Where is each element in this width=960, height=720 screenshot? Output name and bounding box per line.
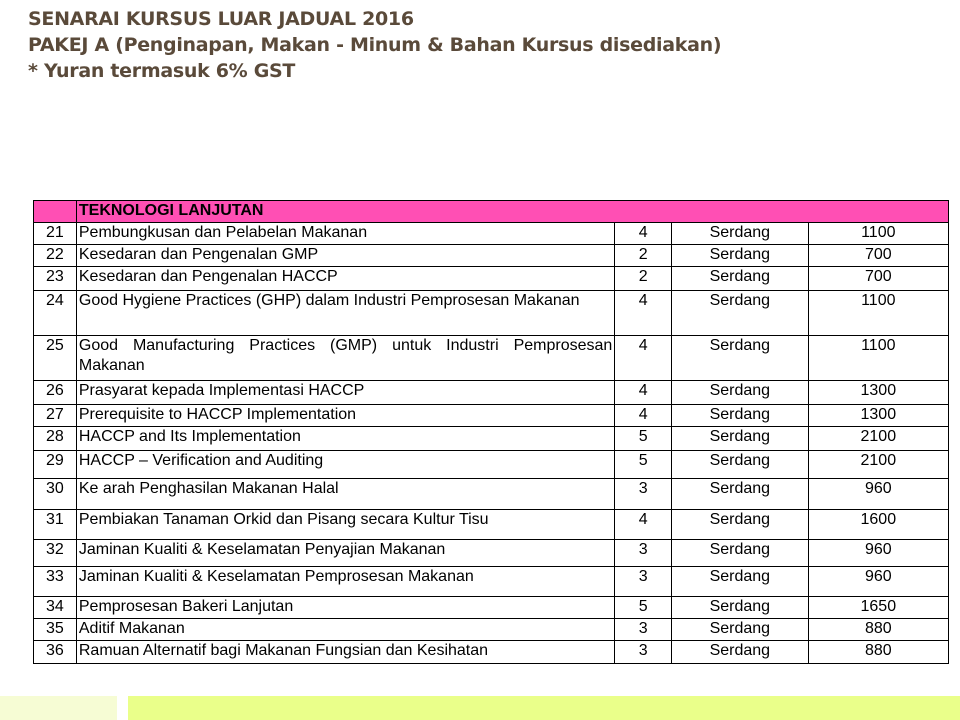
course-days: 5 xyxy=(615,451,672,479)
course-location: Serdang xyxy=(672,427,809,451)
footer-bar-right xyxy=(128,696,960,720)
course-days: 4 xyxy=(615,291,672,336)
course-name: Good Manufacturing Practices (GMP) untuk Industri Pemprosesan Makanan xyxy=(76,336,614,381)
course-number: 34 xyxy=(34,597,77,619)
course-fee: 2100 xyxy=(808,427,948,451)
section-header-row xyxy=(34,201,949,223)
course-fee: 960 xyxy=(808,479,948,510)
course-location: Serdang xyxy=(672,267,809,291)
footer-bar-left xyxy=(0,696,117,720)
table-row xyxy=(34,597,949,619)
course-name: Jaminan Kualiti & Keselamatan Pemprosesan Makanan xyxy=(76,567,614,597)
course-number: 33 xyxy=(34,567,77,597)
table-row xyxy=(34,641,949,664)
course-number: 26 xyxy=(34,381,77,405)
course-fee: 1100 xyxy=(808,291,948,336)
course-fee: 1300 xyxy=(808,381,948,405)
course-location: Serdang xyxy=(672,381,809,405)
course-number: 28 xyxy=(34,427,77,451)
course-name: HACCP – Verification and Auditing xyxy=(76,451,614,479)
course-name: HACCP and Its Implementation xyxy=(76,427,614,451)
course-location: Serdang xyxy=(672,245,809,267)
course-days: 4 xyxy=(615,405,672,427)
course-number: 36 xyxy=(34,641,77,664)
course-name: Aditif Makanan xyxy=(76,619,614,641)
course-fee: 1300 xyxy=(808,405,948,427)
course-days: 4 xyxy=(615,381,672,405)
course-table xyxy=(33,200,949,664)
course-number: 29 xyxy=(34,451,77,479)
course-location: Serdang xyxy=(672,223,809,245)
table-row xyxy=(34,451,949,479)
course-location: Serdang xyxy=(672,641,809,664)
course-fee: 1600 xyxy=(808,510,948,540)
table-row xyxy=(34,291,949,336)
course-name: Pembungkusan dan Pelabelan Makanan xyxy=(76,223,614,245)
table-row xyxy=(34,479,949,510)
course-number: 32 xyxy=(34,540,77,567)
course-days: 4 xyxy=(615,510,672,540)
course-location: Serdang xyxy=(672,510,809,540)
course-number: 22 xyxy=(34,245,77,267)
title-line-1: SENARAI KURSUS LUAR JADUAL 2016 xyxy=(28,8,414,30)
course-location: Serdang xyxy=(672,451,809,479)
slide-title xyxy=(28,6,721,84)
course-fee: 960 xyxy=(808,567,948,597)
course-fee: 1100 xyxy=(808,336,948,381)
course-days: 3 xyxy=(615,567,672,597)
course-days: 5 xyxy=(615,597,672,619)
course-days: 4 xyxy=(615,223,672,245)
course-number: 25 xyxy=(34,336,77,381)
course-name: Good Hygiene Practices (GHP) dalam Industri Pemprosesan Makanan xyxy=(76,291,614,336)
course-number: 35 xyxy=(34,619,77,641)
table-row xyxy=(34,510,949,540)
course-location: Serdang xyxy=(672,619,809,641)
table-row xyxy=(34,567,949,597)
course-days: 3 xyxy=(615,540,672,567)
course-location: Serdang xyxy=(672,567,809,597)
section-header-label: TEKNOLOGI LANJUTAN xyxy=(76,201,948,223)
table-row xyxy=(34,223,949,245)
course-name: Pembiakan Tanaman Orkid dan Pisang secara Kultur Tisu xyxy=(76,510,614,540)
course-number: 24 xyxy=(34,291,77,336)
course-days: 3 xyxy=(615,641,672,664)
course-number: 27 xyxy=(34,405,77,427)
course-number: 21 xyxy=(34,223,77,245)
course-days: 5 xyxy=(615,427,672,451)
course-name: Ramuan Alternatif bagi Makanan Fungsian dan Kesihatan xyxy=(76,641,614,664)
course-days: 2 xyxy=(615,267,672,291)
course-number: 23 xyxy=(34,267,77,291)
course-name: Jaminan Kualiti & Keselamatan Penyajian Makanan xyxy=(76,540,614,567)
course-location: Serdang xyxy=(672,405,809,427)
section-header-spacer xyxy=(34,201,77,223)
course-name: Prerequisite to HACCP Implementation xyxy=(76,405,614,427)
table-row xyxy=(34,245,949,267)
course-fee: 880 xyxy=(808,619,948,641)
course-name: Kesedaran dan Pengenalan GMP xyxy=(76,245,614,267)
course-fee: 700 xyxy=(808,245,948,267)
table-row xyxy=(34,405,949,427)
course-number: 30 xyxy=(34,479,77,510)
table-row xyxy=(34,427,949,451)
course-location: Serdang xyxy=(672,597,809,619)
course-name: Ke arah Penghasilan Makanan Halal xyxy=(76,479,614,510)
course-name: Kesedaran dan Pengenalan HACCP xyxy=(76,267,614,291)
course-name: Prasyarat kepada Implementasi HACCP xyxy=(76,381,614,405)
course-fee: 880 xyxy=(808,641,948,664)
course-days: 4 xyxy=(615,336,672,381)
title-line-2: PAKEJ A (Penginapan, Makan - Minum & Bahan Kursus disediakan) xyxy=(28,34,722,56)
course-days: 2 xyxy=(615,245,672,267)
course-fee: 2100 xyxy=(808,451,948,479)
course-location: Serdang xyxy=(672,540,809,567)
table-row xyxy=(34,267,949,291)
course-fee: 1100 xyxy=(808,223,948,245)
table-row xyxy=(34,336,949,381)
course-number: 31 xyxy=(34,510,77,540)
course-location: Serdang xyxy=(672,479,809,510)
course-fee: 1650 xyxy=(808,597,948,619)
course-days: 3 xyxy=(615,479,672,510)
course-location: Serdang xyxy=(672,291,809,336)
table-row xyxy=(34,381,949,405)
course-location: Serdang xyxy=(672,336,809,381)
course-days: 3 xyxy=(615,619,672,641)
course-fee: 960 xyxy=(808,540,948,567)
table-row xyxy=(34,619,949,641)
title-line-3: * Yuran termasuk 6% GST xyxy=(28,60,296,82)
table-row xyxy=(34,540,949,567)
course-fee: 700 xyxy=(808,267,948,291)
course-name: Pemprosesan Bakeri Lanjutan xyxy=(76,597,614,619)
